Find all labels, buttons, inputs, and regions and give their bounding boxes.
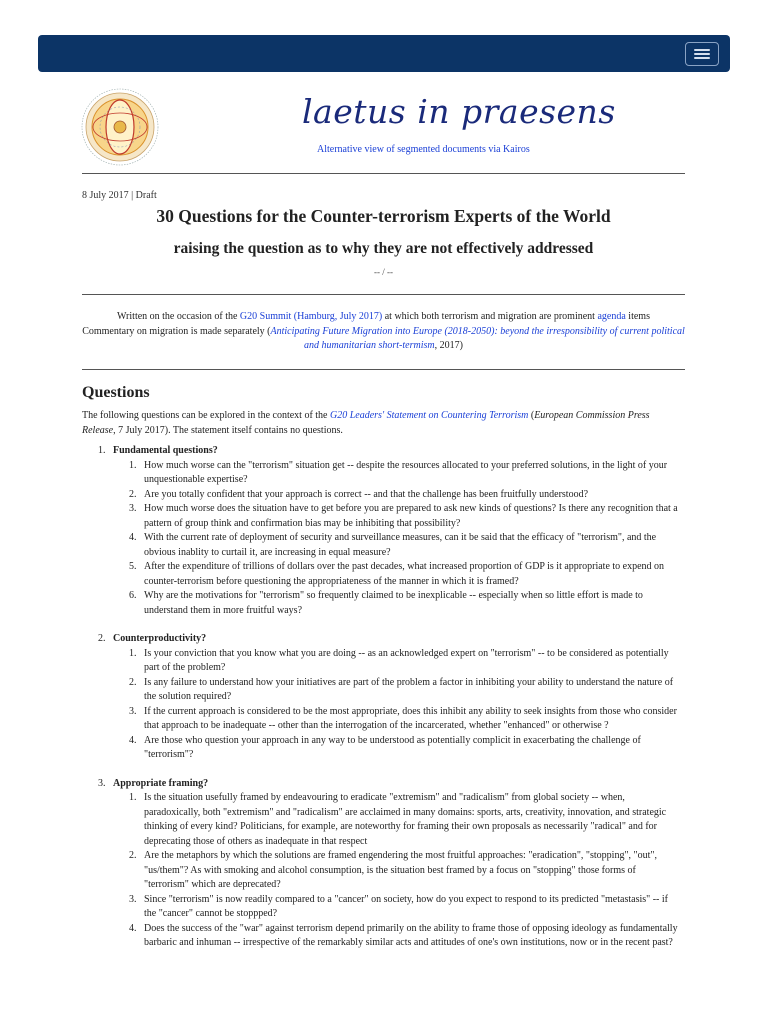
lead-text: The following questions can be explored in the context of the — [82, 410, 330, 421]
question-text: Are the metaphors by which the solutions are framed engendering the most fruitful approaches: "eradication", "stopping", "out", "us/them"? As with smoking and alcohol consumption, is the situation best framed by a focus on "stopping" those forms of "terrorism" which are deprecated? — [144, 850, 657, 890]
question-number: 6. — [129, 590, 137, 601]
question-text: Why are the motivations for "terrorism" so frequently claimed to be inexplicable -- especially when so little effort is made to understand them in more fruitful ways? — [144, 590, 643, 616]
migration-article-link[interactable]: Anticipating Future Migration into Europe (2018-2050): beyond the irresponsibility of current political and humanitarian short-termism — [270, 325, 685, 351]
question-sections — [82, 444, 682, 965]
question-item — [113, 459, 682, 488]
question-text: After the expenditure of trillions of dollars over the past decades, what increased proportion of GDP is it appropriate to expend on counter-terrorism before questioning the appropriateness of the manner in which it is framed? — [144, 561, 665, 587]
question-text: Is any failure to understand how your initiatives are part of the problem a factor in inhibiting your ability to understand the nature of the solution required? — [144, 676, 674, 702]
question-text: Are you totally confident that your approach is correct -- and that the challenge has been fruitfully understood? — [144, 488, 589, 500]
question-text: Does the success of the "war" against terrorism depend primarily on the ability to frame those of opposing ideology as fundamentally barbaric and inhuman -- irrespective of the remarkably similar acts and attitudes of one's own institutions, now or in the recent past? — [144, 922, 678, 948]
menu-bar — [694, 49, 710, 51]
question-item — [113, 734, 682, 763]
menu-bar — [694, 57, 710, 59]
question-number: 3. — [129, 705, 137, 717]
question-number: 4. — [129, 922, 137, 934]
hamburger-menu-icon[interactable] — [685, 42, 719, 66]
question-item — [113, 922, 682, 951]
question-section — [82, 777, 682, 951]
article-subtitle: raising the question as to why they are not effectively addressed — [173, 240, 594, 257]
g20-statement-link[interactable]: G20 Leaders' Statement on Countering Terrorism — [330, 410, 529, 421]
question-item — [113, 705, 682, 734]
question-item — [113, 791, 682, 849]
separator: -- / -- — [374, 267, 393, 277]
intro-line-1 — [82, 310, 685, 325]
question-number: 4. — [129, 734, 137, 746]
section-number: 3. — [98, 777, 106, 789]
section-title: Appropriate framing? — [113, 777, 209, 789]
divider — [82, 173, 685, 174]
question-number: 3. — [129, 503, 137, 514]
intro-text: items — [625, 311, 650, 322]
section-title: Counterproductivity? — [113, 633, 207, 644]
intro-text: at which both terrorism and migration are prominent — [382, 311, 598, 322]
question-item — [113, 676, 682, 705]
question-list — [113, 459, 682, 619]
question-text: How much worse can the "terrorism" situation get -- despite the resources allocated to your preferred solutions, in the light of your unquestionable expertise? — [144, 459, 668, 485]
question-number: 5. — [129, 561, 137, 572]
question-item — [113, 531, 682, 560]
question-item — [113, 488, 682, 503]
alternative-view-link[interactable]: Alternative view of segmented documents via Kairos — [317, 144, 530, 155]
question-number: 1. — [129, 792, 137, 803]
intro-text: Commentary on migration is made separately ( — [82, 325, 271, 337]
article-title: 30 Questions for the Counter-terrorism Experts of the World — [156, 206, 611, 226]
question-text: Are those who question your approach in any way to be understood as potentially complicit in exacerbating the challenge of "terrorism"? — [144, 734, 641, 760]
intro — [82, 310, 685, 354]
menu-bar — [694, 53, 710, 55]
question-number: 1. — [129, 459, 137, 471]
questions-lead — [82, 409, 682, 438]
question-item — [113, 502, 682, 531]
question-section — [82, 444, 682, 618]
question-number: 1. — [129, 647, 137, 659]
top-navbar — [38, 35, 730, 72]
question-number: 2. — [129, 488, 137, 500]
g20-summit-link[interactable]: G20 Summit (Hamburg, July 2017) — [239, 311, 383, 322]
question-text: Since "terrorism" is now readily compared to a "cancer" on society, how do you expect to respond to its predicted "metastasis" -- if the "cancer" cannot be stoppped? — [144, 893, 668, 919]
section-title: Fundamental questions? — [113, 445, 218, 456]
question-list — [113, 791, 682, 951]
laetus-mandala-logo-icon[interactable] — [80, 87, 160, 167]
divider — [82, 294, 685, 295]
questions-heading: Questions — [82, 384, 150, 401]
agenda-link[interactable]: agenda — [597, 311, 626, 322]
question-text: If the current approach is considered to be the most appropriate, does this inhibit any ability to seek insights from those who consider that approach to be inadequate -- other than the interrogation of the incarcerated, whether "enhanced" or otherwise ? — [144, 705, 677, 731]
question-list — [113, 647, 682, 763]
question-item — [113, 589, 682, 618]
section-number: 1. — [98, 445, 106, 456]
question-section — [82, 632, 682, 763]
question-text: Is the situation usefully framed by endeavouring to eradicate "extremism" and "radicalism" from global society -- when, paradoxically, both "extremism" and "radicalism" are acclaimed in many domains: sports, arts, creativity, innovation, and strategic thinking of every kind? Politicians, for example, are noteworthy for framing their own proposals as necessarily "radical" and for deprecating those of others as inadequate in that respect — [144, 792, 667, 847]
question-item — [113, 893, 682, 922]
divider — [82, 369, 685, 370]
lead-source: European Commission Press Release — [82, 410, 650, 436]
section-number: 2. — [98, 633, 106, 644]
intro-line-2 — [82, 325, 685, 354]
intro-text: , 2017) — [434, 340, 463, 351]
lead-text: , 7 July 2017). The statement itself contains no questions. — [113, 424, 343, 436]
question-text: How much worse does the situation have to get before you are prepared to ask new kinds of questions? Is there any recognition that a pattern of group think and confirmation bias may be inhibiting that possibility? — [144, 503, 678, 529]
intro-text: Written on the occasion of the — [117, 311, 240, 322]
question-item — [113, 560, 682, 589]
question-number: 2. — [129, 850, 137, 861]
question-number: 3. — [129, 893, 137, 905]
article-date: 8 July 2017 | Draft — [82, 190, 157, 201]
question-text: Is your conviction that you know what you are doing -- as an acknowledged expert on "terrorism" -- to be considered as potentially part of the problem? — [144, 647, 669, 673]
site-title[interactable]: laetus in praesens — [302, 92, 616, 131]
question-text: With the current rate of deployment of security and surveillance measures, can it be said that the efficacy of "terrorism", and the obvious inablity to curtail it, are increasing in equal measure? — [144, 532, 657, 558]
lead-text: ( — [528, 410, 535, 421]
question-number: 2. — [129, 676, 137, 688]
question-number: 4. — [129, 532, 137, 543]
question-item — [113, 647, 682, 676]
question-item — [113, 849, 682, 893]
